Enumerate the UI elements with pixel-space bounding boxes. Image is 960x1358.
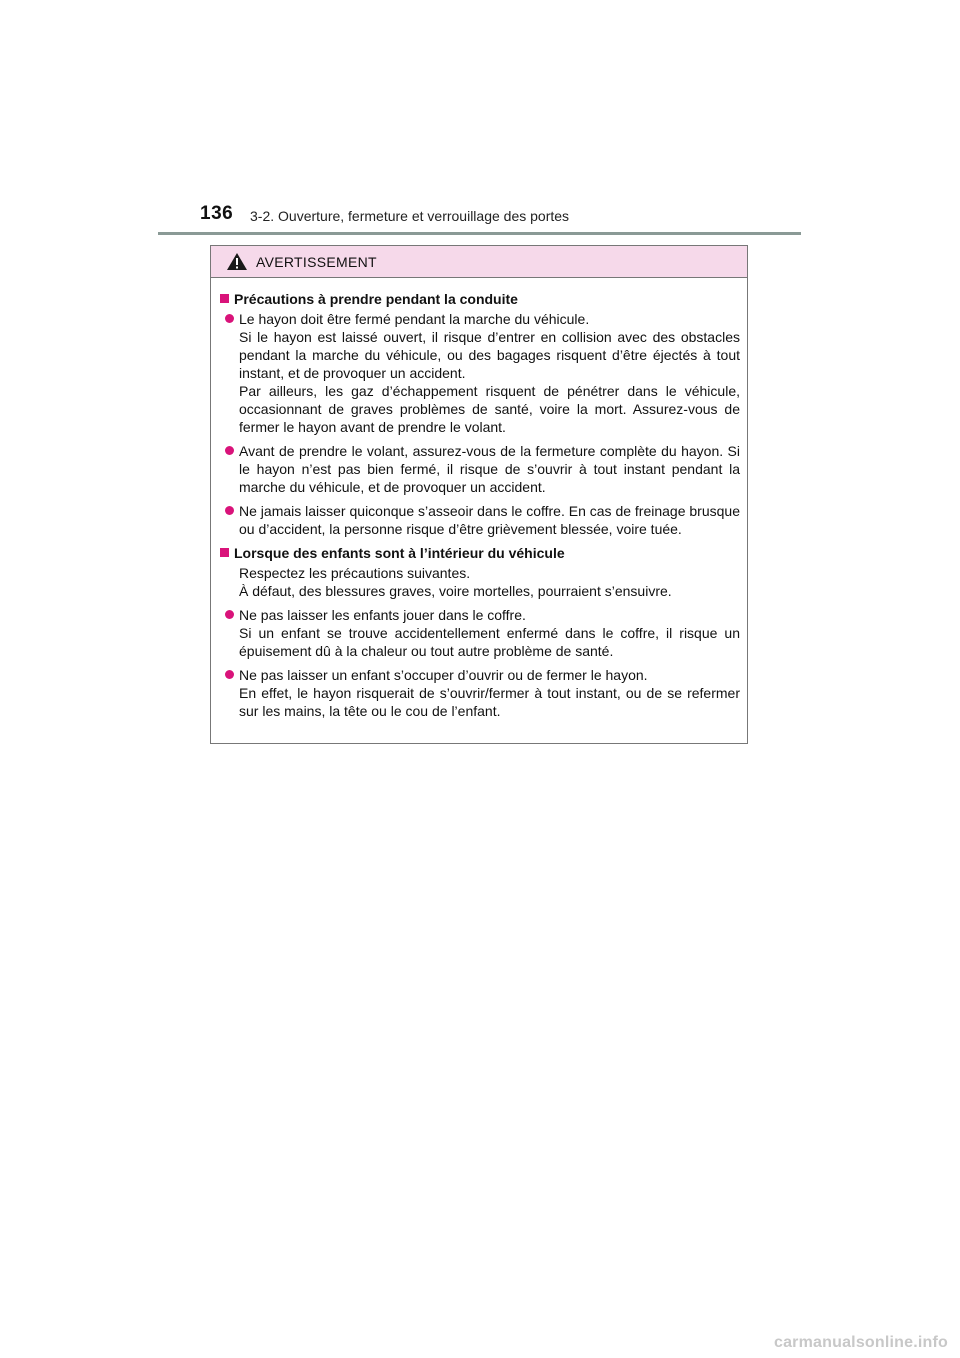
section-heading-text: Lorsque des enfants sont à l’intérieur du véhicule — [234, 545, 565, 561]
round-bullet-icon — [225, 670, 234, 679]
bullet-text — [239, 666, 740, 720]
bullet-paragraph: Ne jamais laisser quiconque s’asseoir dans le coffre. En cas de freinage brusque ou d’accident, la personne risque d’être grièvement blessée, voire tuée. — [239, 503, 740, 537]
bullet-paragraph: Le hayon doit être fermé pendant la marche du véhicule. — [239, 311, 590, 327]
warning-header — [211, 246, 747, 278]
bullet-paragraph: Avant de prendre le volant, assurez-vous de la fermeture complète du hayon. Si le hayon n’est pas bien fermé, il risque de s’ouvrir à tout instant pendant la marche du véhicule, et de provoquer un accident. — [239, 443, 740, 495]
round-bullet-icon — [225, 446, 234, 455]
section-intro — [219, 564, 740, 600]
bullet-item — [219, 606, 740, 660]
bullet-item — [219, 666, 740, 720]
intro-line: Respectez les précautions suivantes. — [239, 565, 471, 581]
bullet-paragraph: Ne pas laisser un enfant s’occuper d’ouvrir ou de fermer le hayon. — [239, 667, 648, 683]
bullet-text — [239, 606, 740, 660]
warning-section — [219, 544, 740, 720]
bullet-text — [239, 502, 740, 538]
bullet-paragraph: Si un enfant se trouve accidentellement enfermé dans le coffre, il risque un épuisement dû à la chaleur ou tout autre problème de santé. — [239, 625, 740, 659]
bullet-text — [239, 310, 740, 436]
section-title: 3-2. Ouverture, fermeture et verrouillage des portes — [250, 208, 570, 224]
warning-box — [210, 245, 748, 744]
intro-line: À défaut, des blessures graves, voire mortelles, pourraient s’ensuivre. — [239, 583, 672, 599]
bullet-paragraph: Si le hayon est laissé ouvert, il risque d’entrer en collision avec des obstacles pendant la marche du véhicule, ou des bagages risquent d’être éjectés à tout instant, et de provoquer un accident. — [239, 329, 740, 381]
page-number: 136 — [200, 203, 234, 224]
bullet-paragraph: En effet, le hayon risquerait de s’ouvrir/fermer à tout instant, ou de se refermer sur les mains, la tête ou le cou de l’enfant. — [239, 685, 740, 719]
bullet-item — [219, 502, 740, 538]
square-bullet-icon — [220, 548, 229, 557]
round-bullet-icon — [225, 506, 234, 515]
round-bullet-icon — [225, 610, 234, 619]
section-heading — [219, 290, 740, 308]
warning-title: AVERTISSEMENT — [256, 254, 377, 270]
bullet-paragraph: Par ailleurs, les gaz d’échappement risquent de pénétrer dans le véhicule, occasionnant de graves problèmes de santé, voire la mort. Assurez-vous de fermer le hayon avant de prendre le volant. — [239, 383, 740, 435]
section-heading-text: Précautions à prendre pendant la conduite — [234, 291, 518, 307]
bullet-item — [219, 310, 740, 436]
section-heading — [219, 544, 740, 562]
warning-triangle-icon — [226, 252, 248, 271]
bullet-paragraph: Ne pas laisser les enfants jouer dans le coffre. — [239, 607, 526, 623]
square-bullet-icon — [220, 294, 229, 303]
bullet-item — [219, 442, 740, 496]
warning-body — [211, 278, 747, 720]
watermark: carmanualsonline.info — [773, 1334, 948, 1351]
header-rule — [158, 232, 801, 235]
warning-section — [219, 290, 740, 538]
bullet-text — [239, 442, 740, 496]
round-bullet-icon — [225, 314, 234, 323]
